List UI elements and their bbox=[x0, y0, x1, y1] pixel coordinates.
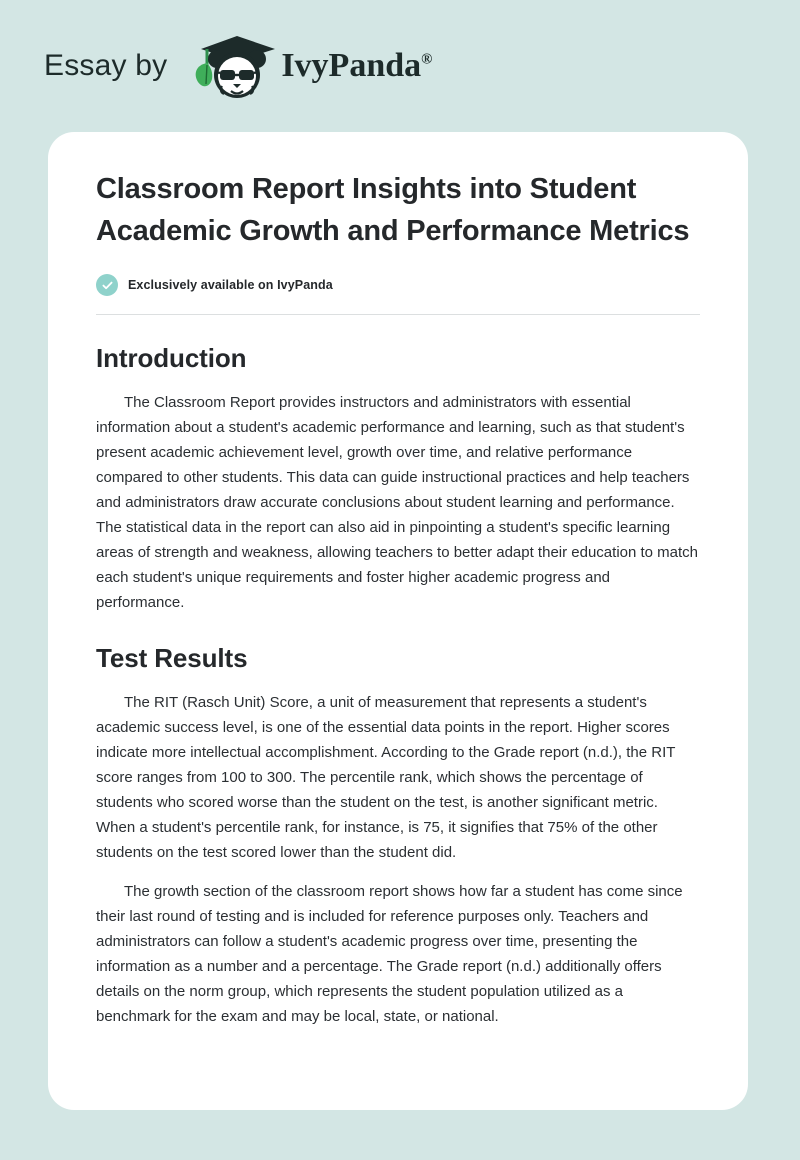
brand-wordmark bbox=[281, 49, 432, 83]
ivypanda-logo[interactable] bbox=[183, 32, 432, 100]
panda-graduate-logo-icon bbox=[183, 32, 287, 100]
paragraph: The growth section of the classroom report shows how far a student has come since their last round of testing and is included for reference purposes only. Teachers and administrators can follow a student's academic progress over time, presenting the information as a number and a percentage. The Grade report (n.d.) additionally offers details on the norm group, which represents the student population utilized as a benchmark for the exam and may be local, state, or national. bbox=[96, 883, 683, 1025]
page-title: Classroom Report Insights into Student Academic Growth and Performance Metrics bbox=[96, 173, 690, 247]
essay-by-label: Essay by bbox=[44, 49, 168, 82]
status-badge-label: Exclusively available on IvyPanda bbox=[128, 278, 333, 292]
article-card bbox=[48, 132, 748, 1110]
exclusivity-badge bbox=[96, 274, 700, 296]
paragraph: The RIT (Rasch Unit) Score, a unit of measurement that represents a student's academic success level, is one of the essential data points in the report. Higher scores indicate more intellectual accomplishment. According to the Grade report (n.d.), the RIT score ranges from 100 to 300. The percentile rank, which shows the percentage of students who scored worse than the student on the test, is another significant metric. When a student's percentile rank, for instance, is 75, it signifies that 75% of the other students on the test scored lower than the student did. bbox=[96, 694, 676, 861]
site-masthead bbox=[0, 0, 800, 132]
header-divider bbox=[96, 314, 700, 315]
paragraph: The Classroom Report provides instructors and administrators with essential information about a student's academic performance and learning, such as that student's present academic achievement level, growth over time, and relative performance compared to other students. This data can guide instructional practices and help teachers and administrators draw accurate conclusions about student learning and performance. The statistical data in the report can also aid in pinpointing a student's specific learning areas of strength and weakness, allowing teachers to better adapt their education to match each student's unique requirements and foster higher academic progress and performance. bbox=[96, 394, 699, 611]
brand-name: IvyPanda bbox=[281, 47, 422, 84]
registered-mark: ® bbox=[421, 51, 433, 68]
section-heading-test-results: Test Results bbox=[96, 643, 248, 673]
check-circle-icon bbox=[96, 274, 118, 296]
section-heading-introduction: Introduction bbox=[96, 343, 247, 373]
